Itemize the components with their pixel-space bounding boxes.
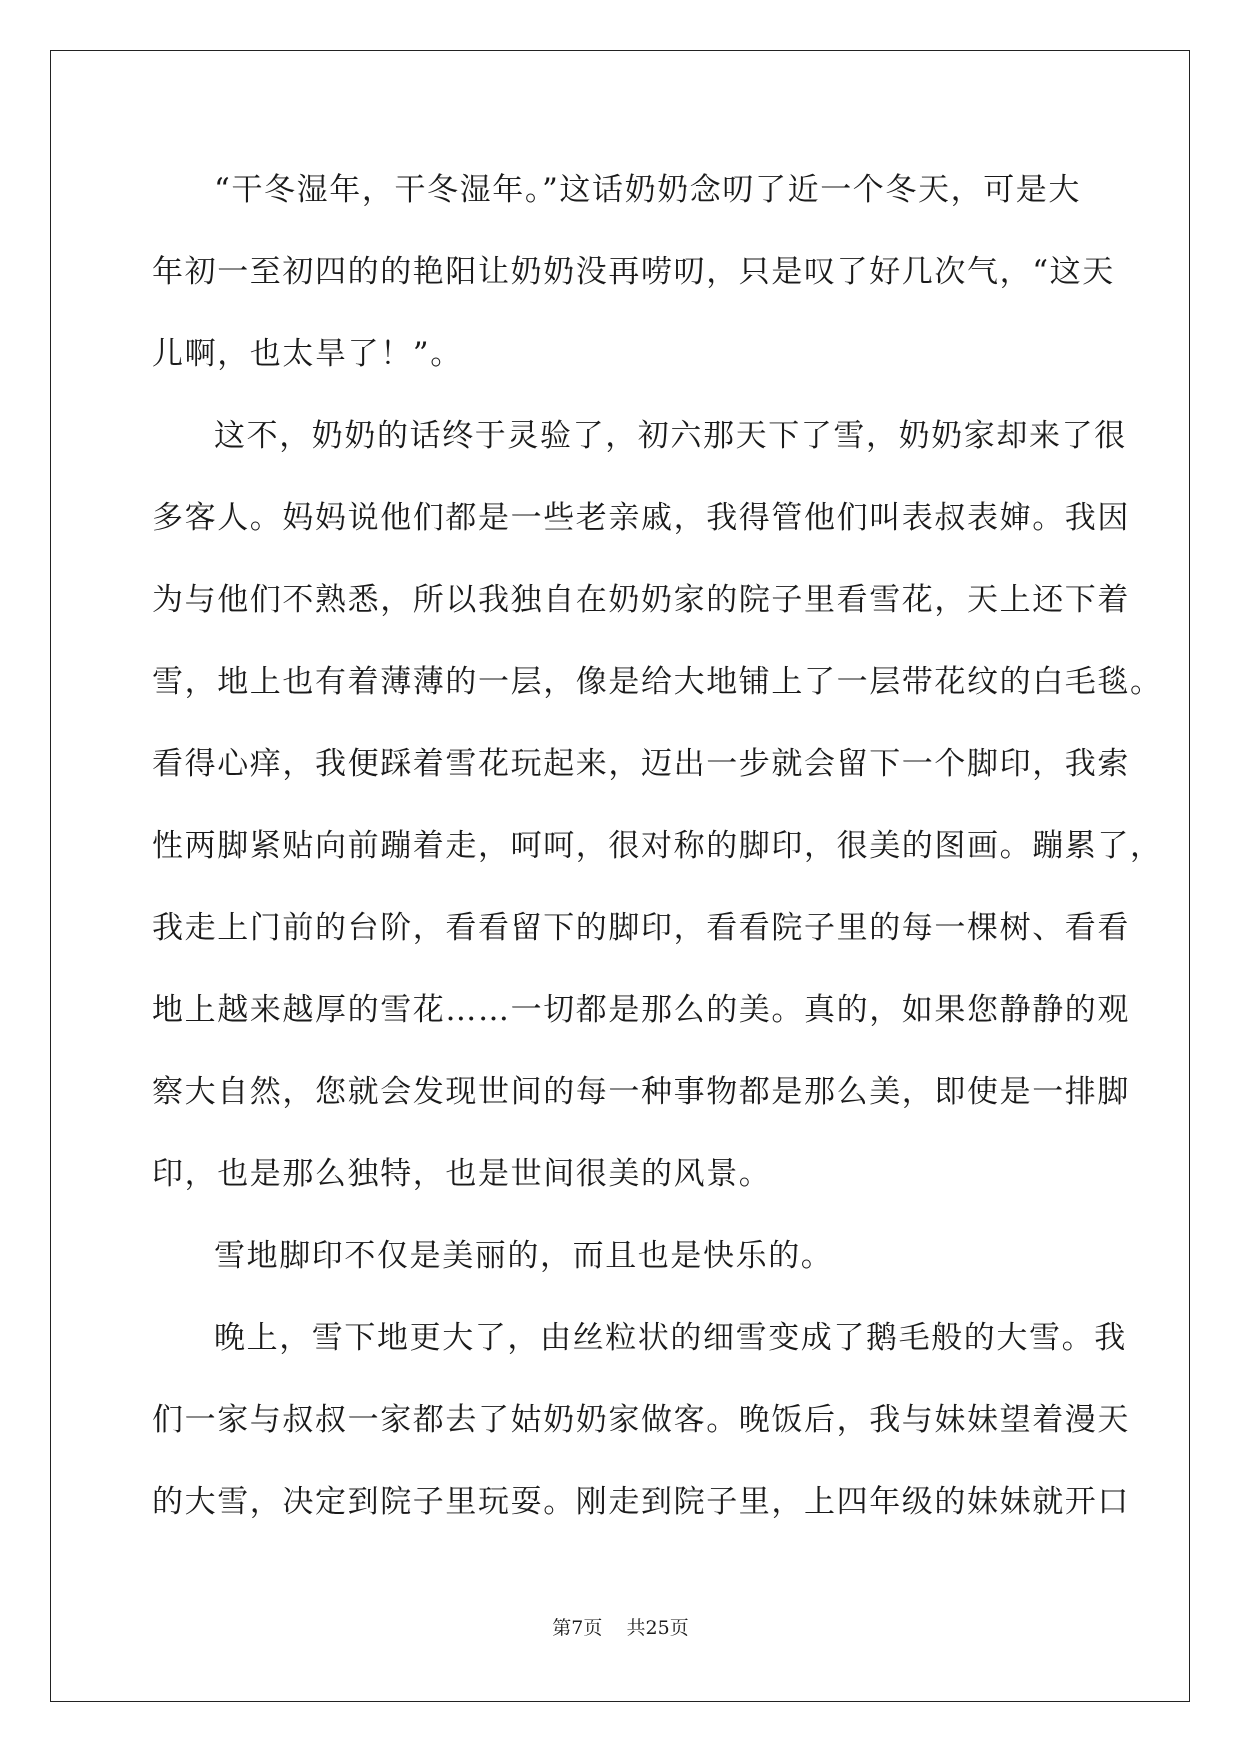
document-body <box>152 164 1163 1558</box>
text-line: 雪地脚印不仅是美丽的，而且也是快乐的。 <box>214 1238 834 1274</box>
text-line: 晚上，雪下地更大了，由丝粒状的细雪变成了鹅毛般的大雪。我 <box>214 1320 1127 1356</box>
text-line: 这不，奶奶的话终于灵验了，初六那天下了雪，奶奶家却来了很 <box>214 418 1127 454</box>
page-total: 共25页 <box>626 1617 689 1639</box>
text-line: “干冬湿年，干冬湿年。”这话奶奶念叨了近一个冬天，可是大 <box>214 172 1081 208</box>
text-line: 的大雪，决定到院子里玩耍。刚走到院子里，上四年级的妹妹就开口 <box>152 1484 1130 1520</box>
text-line: 年初一至初四的的艳阳让奶奶没再唠叨，只是叹了好几次气，“这天 <box>152 254 1115 290</box>
text-line: 印，也是那么独特，也是世间很美的风景。 <box>152 1156 772 1192</box>
page-number: 第7页 <box>552 1617 603 1639</box>
text-line: 为与他们不熟悉，所以我独自在奶奶家的院子里看雪花，天上还下着 <box>152 582 1130 618</box>
text-line: 我走上门前的台阶，看看留下的脚印，看看院子里的每一棵树、看看 <box>152 910 1130 946</box>
text-line: 们一家与叔叔一家都去了姑奶奶家做客。晚饭后，我与妹妹望着漫天 <box>152 1402 1130 1438</box>
text-line: 地上越来越厚的雪花……一切都是那么的美。真的，如果您静静的观 <box>152 992 1130 1028</box>
text-line: 儿啊，也太旱了！”。 <box>152 336 463 372</box>
text-line: 察大自然，您就会发现世间的每一种事物都是那么美，即使是一排脚 <box>152 1074 1130 1110</box>
text-line: 看得心痒，我便踩着雪花玩起来，迈出一步就会留下一个脚印，我索 <box>152 746 1130 782</box>
text-line: 性两脚紧贴向前蹦着走，呵呵，很对称的脚印，很美的图画。蹦累了， <box>152 828 1163 864</box>
page-footer <box>0 1613 1241 1640</box>
text-line: 雪，地上也有着薄薄的一层，像是给大地铺上了一层带花纹的白毛毯。 <box>152 664 1163 700</box>
text-line: 多客人。妈妈说他们都是一些老亲戚，我得管他们叫表叔表婶。我因 <box>152 500 1130 536</box>
